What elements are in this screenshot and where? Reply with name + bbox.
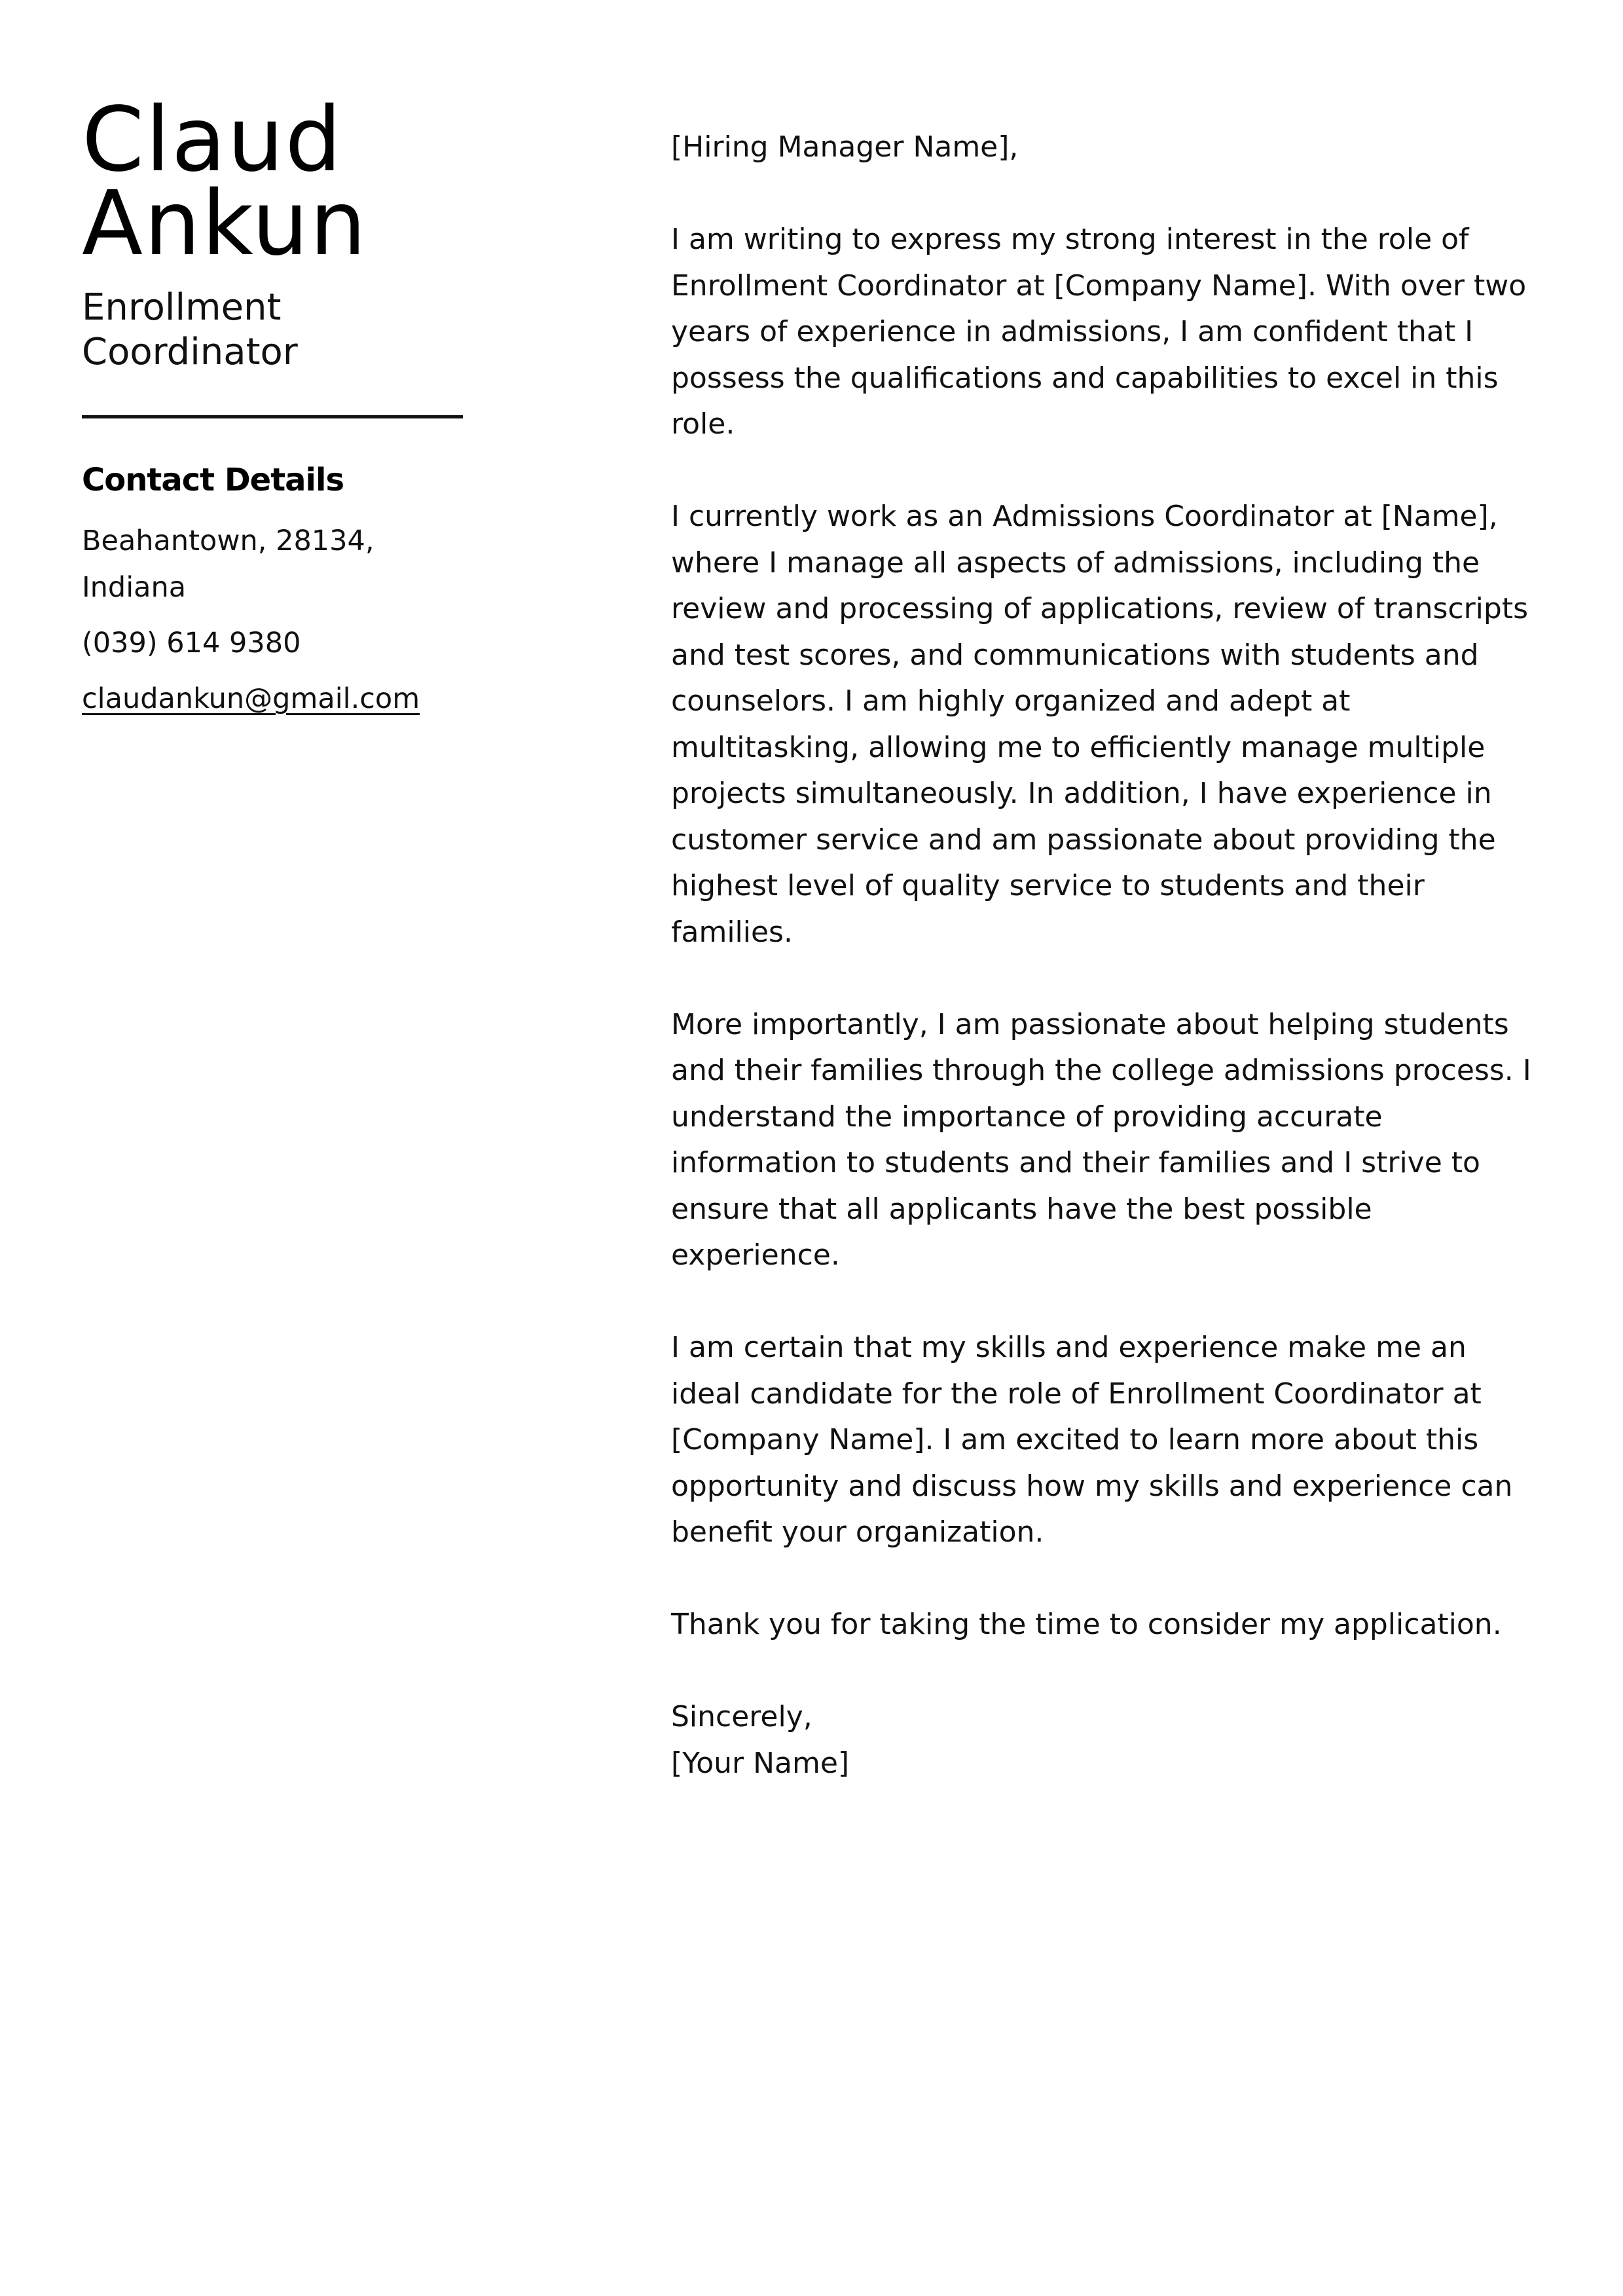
letter-paragraph-1: I am writing to express my strong interest in the role of Enrollment Coordinator at [Company Name]. With over two years of experience in admissions, I am confident that I possess the qualifications and capabilities to excel in this role. (671, 223, 1527, 441)
first-name: Claud (82, 88, 343, 192)
contact-details-heading: Contact Details (82, 462, 344, 498)
letter-paragraph-2: I currently work as an Admissions Coordinator at [Name], where I manage all aspects of admissions, including the review and processing of applications, review of transcripts and test scores, and communications with students and counselors. I am highly organized and adept at multitasking, allowing me to efficiently manage multiple projects simultaneously. In addition, I have experience in customer service and am passionate about providing the highest level of quality service to students and their families. (671, 500, 1528, 949)
job-title: Enrollment Coordinator (82, 286, 298, 373)
candidate-name (82, 88, 468, 276)
letter-closing: Sincerely, (671, 1700, 812, 1733)
cover-letter-body (671, 124, 1542, 1787)
sidebar (82, 88, 468, 722)
divider (82, 415, 463, 418)
letter-paragraph-3: More importantly, I am passionate about helping students and their families through the college admissions process. I understand the importance of providing accurate information to students and their families and I strive to ensure that all applicants have the best possible experience. (671, 1007, 1531, 1272)
contact-address: Beahantown, 28134, Indiana (82, 525, 374, 604)
letter-salutation: [Hiring Manager Name], (671, 130, 1019, 164)
letter-paragraph-5: Thank you for taking the time to consider my application. (671, 1608, 1502, 1641)
contact-email-link[interactable]: claudankun@gmail.com (82, 682, 420, 715)
letter-signature: [Your Name] (671, 1746, 850, 1780)
letter-paragraph-4: I am certain that my skills and experience make me an ideal candidate for the role of Enrollment Coordinator at [Company Name]. I am excited to learn more about this opportunity and discuss how my skills and experience can benefit your organization. (671, 1331, 1513, 1549)
last-name: Ankun (82, 172, 368, 276)
contact-phone: (039) 614 9380 (82, 627, 301, 659)
